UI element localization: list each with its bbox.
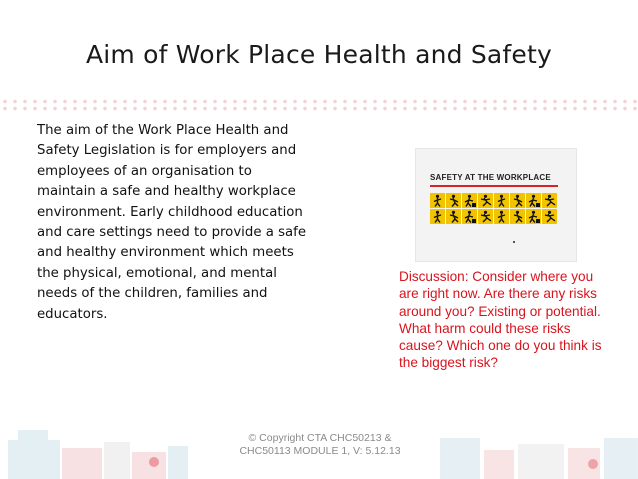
worker-icon xyxy=(462,209,477,224)
worker-icon xyxy=(478,209,493,224)
body-text: The aim of the Work Place Health and Safety Legislation is for employers and employees of an organisation to maintain a safe and healthy workplace environment. Early childhood education and care settings need to provide a safe and healthy environment which meets the physical, emotional, and mental needs of the children, families and educators. xyxy=(37,123,307,322)
worker-icon xyxy=(542,209,557,224)
discussion-prompt: Discussion: Consider where you are right now. Are there any risks around you? Existing or potential. What harm could these risks cause? Which one do you think is the biggest risk? xyxy=(399,269,602,371)
poster-red-rule xyxy=(430,185,558,187)
poster-hazard-tiles xyxy=(430,193,560,224)
worker-icon xyxy=(446,209,461,224)
footer-deco-icon xyxy=(440,438,638,479)
poster-dot xyxy=(513,241,515,243)
worker-icon xyxy=(462,193,477,208)
worker-icon xyxy=(526,209,541,224)
decorative-dot-band xyxy=(0,98,638,112)
worker-icon xyxy=(494,209,509,224)
worker-icon xyxy=(446,193,461,208)
worker-icon xyxy=(430,209,445,224)
worker-icon xyxy=(478,193,493,208)
body-paragraph xyxy=(37,121,307,325)
worker-icon xyxy=(526,193,541,208)
copyright-notice xyxy=(200,432,440,457)
copyright-line-2: CHC50113 MODULE 1, V: 5.12.13 xyxy=(239,444,401,457)
worker-icon xyxy=(542,193,557,208)
worker-icon xyxy=(430,193,445,208)
safety-poster-image xyxy=(415,148,577,262)
poster-title: SAFETY AT THE WORKPLACE xyxy=(430,173,551,182)
slide-title: Aim of Work Place Health and Safety xyxy=(85,40,553,69)
worker-icon xyxy=(510,193,525,208)
worker-icon xyxy=(494,193,509,208)
worker-icon xyxy=(510,209,525,224)
copyright-line-1: © Copyright CTA CHC50213 & xyxy=(248,432,392,444)
